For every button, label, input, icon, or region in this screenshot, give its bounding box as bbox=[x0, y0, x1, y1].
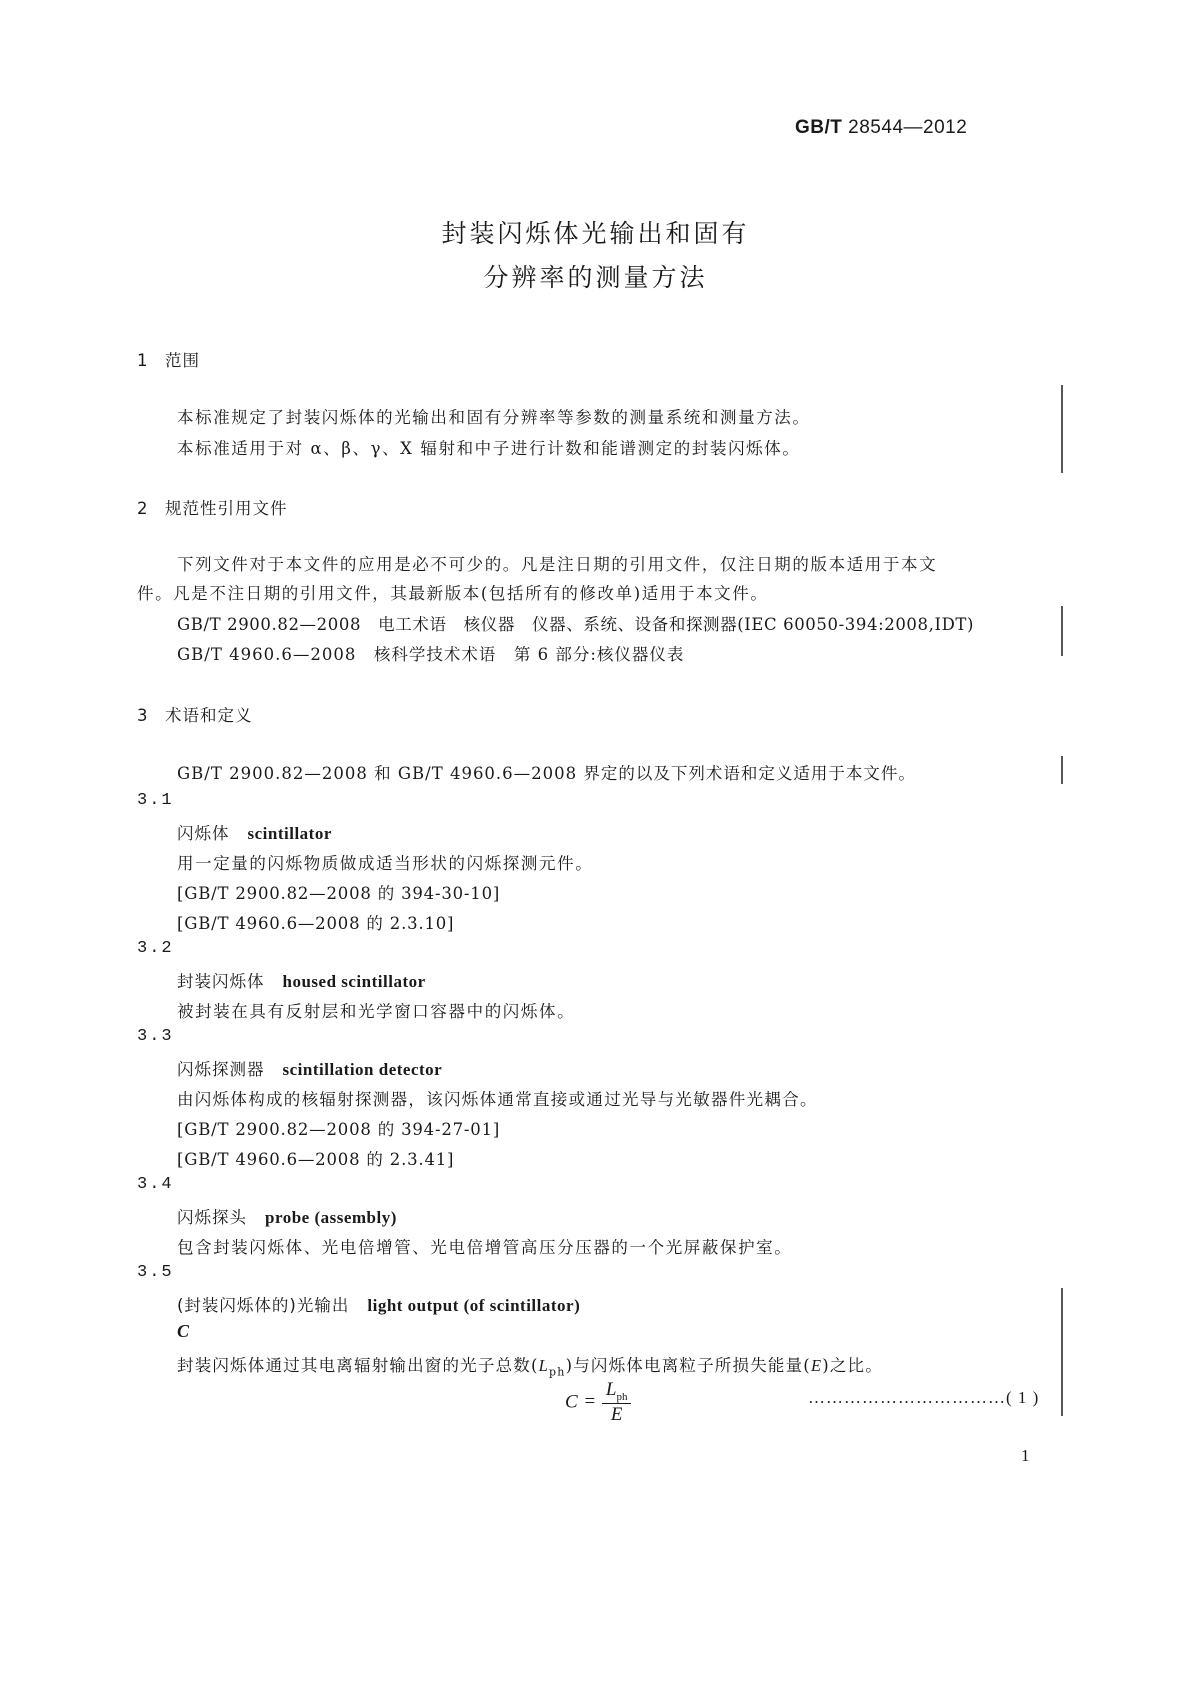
term-number: 3.4 bbox=[137, 1175, 174, 1194]
term-entry-scintillation-detector bbox=[177, 1056, 442, 1080]
normative-paragraph-line-2: 件。凡是不注日期的引用文件，其最新版本(包括所有的修改单)适用于本文件。 bbox=[137, 584, 769, 603]
normative-reference-2: GB/T 4960.6—2008 核科学技术术语 第 6 部分:核仪器仪表 bbox=[177, 645, 685, 664]
terms-intro: GB/T 2900.82—2008 和 GB/T 4960.6—2008 界定的以及下列术语和定义适用于本文件。 bbox=[177, 764, 916, 783]
standard-prefix: GB/T bbox=[795, 117, 843, 138]
term-definition: 被封装在具有反射层和光学窗口容器中的闪烁体。 bbox=[177, 1002, 576, 1021]
change-bar bbox=[1061, 756, 1063, 784]
scope-paragraph-2: 本标准适用于对 α、β、γ、X 辐射和中子进行计数和能谱测定的封装闪烁体。 bbox=[177, 439, 801, 458]
section-number: 3 bbox=[137, 706, 149, 725]
formula-equals: = bbox=[584, 1391, 596, 1413]
term-source: [GB/T 4960.6—2008 的 2.3.10] bbox=[177, 914, 455, 933]
term-source: [GB/T 2900.82—2008 的 394-27-01] bbox=[177, 1120, 501, 1139]
term-entry-light-output bbox=[177, 1292, 580, 1316]
term-source: [GB/T 4960.6—2008 的 2.3.41] bbox=[177, 1150, 455, 1169]
term-entry-scintillator bbox=[177, 820, 332, 844]
fraction-denominator: E bbox=[610, 1403, 623, 1425]
term-entry-housed-scintillator bbox=[177, 968, 426, 992]
normative-paragraph-line-1: 下列文件对于本文件的应用是必不可少的。凡是注日期的引用文件，仅注日期的版本适用于本文 bbox=[177, 555, 938, 574]
term-source: [GB/T 2900.82—2008 的 394-30-10] bbox=[177, 884, 501, 903]
term-zh: (封装闪烁体的)光输出 bbox=[177, 1296, 350, 1315]
numerator-var: L bbox=[605, 1379, 617, 1400]
section-number: 2 bbox=[137, 499, 149, 518]
definition-text: )之比。 bbox=[822, 1356, 883, 1375]
term-definition: 包含封装闪烁体、光电倍增管、光电倍增管高压分压器的一个光屏蔽保护室。 bbox=[177, 1238, 793, 1257]
doc-title-line-2: 分辨率的测量方法 bbox=[483, 263, 708, 292]
term-definition: 由闪烁体构成的核辐射探测器，该闪烁体通常直接或通过光导与光敏器件光耦合。 bbox=[177, 1090, 818, 1109]
equation-number: ( 1 ) bbox=[1006, 1388, 1040, 1407]
term-number: 3.2 bbox=[137, 939, 174, 958]
numerator-subscript: ph bbox=[616, 1390, 628, 1403]
term-zh: 封装闪烁体 bbox=[177, 972, 265, 991]
section-title: 术语和定义 bbox=[165, 706, 253, 725]
section-number: 1 bbox=[137, 351, 149, 370]
term-en: housed scintillator bbox=[282, 972, 426, 991]
term-symbol: C bbox=[177, 1321, 190, 1341]
definition-text: 封装闪烁体通过其电离辐射输出窗的光子总数( bbox=[177, 1356, 539, 1375]
standard-code: 28544—2012 bbox=[848, 117, 968, 138]
variable-L: L bbox=[538, 1356, 550, 1375]
change-bar bbox=[1061, 385, 1063, 473]
change-bar bbox=[1061, 1288, 1063, 1416]
term-en: scintillator bbox=[247, 824, 332, 843]
definition-text: )与闪烁体电离粒子所损失能量( bbox=[565, 1356, 811, 1375]
term-en: scintillation detector bbox=[282, 1060, 443, 1079]
formula-fraction bbox=[602, 1379, 632, 1426]
section-title: 范围 bbox=[165, 351, 200, 370]
formula-lhs: C bbox=[565, 1391, 578, 1413]
scope-paragraph-1: 本标准规定了封装闪烁体的光输出和固有分辨率等参数的测量系统和测量方法。 bbox=[177, 408, 811, 427]
term-en: probe (assembly) bbox=[265, 1208, 397, 1227]
term-definition bbox=[177, 1352, 883, 1378]
fraction-numerator bbox=[602, 1379, 632, 1404]
term-number: 3.1 bbox=[137, 791, 174, 810]
change-bar bbox=[1061, 606, 1063, 656]
formula-1 bbox=[565, 1379, 631, 1426]
term-zh: 闪烁探头 bbox=[177, 1208, 247, 1227]
section-title: 规范性引用文件 bbox=[165, 499, 288, 518]
term-entry-probe bbox=[177, 1204, 397, 1228]
standard-number bbox=[795, 117, 967, 139]
section-2-heading bbox=[137, 495, 288, 519]
term-number: 3.3 bbox=[137, 1027, 174, 1046]
section-1-heading bbox=[137, 347, 200, 371]
equation-number-line bbox=[808, 1388, 1039, 1408]
term-zh: 闪烁体 bbox=[177, 824, 230, 843]
doc-title-line-1: 封装闪烁体光输出和固有 bbox=[441, 219, 750, 248]
normative-reference-1: GB/T 2900.82—2008 电工术语 核仪器 仪器、系统、设备和探测器(IEC 60050-394:2008,IDT) bbox=[177, 615, 975, 634]
subscript-ph: ph bbox=[549, 1365, 566, 1379]
term-number: 3.5 bbox=[137, 1263, 174, 1282]
page-number: 1 bbox=[1021, 1446, 1030, 1465]
term-zh: 闪烁探测器 bbox=[177, 1060, 265, 1079]
variable-E: E bbox=[810, 1356, 823, 1375]
section-3-heading bbox=[137, 702, 253, 726]
term-definition: 用一定量的闪烁物质做成适当形状的闪烁探测元件。 bbox=[177, 854, 594, 873]
term-en: light output (of scintillator) bbox=[367, 1296, 581, 1315]
leader-dots: …………………………… bbox=[808, 1388, 1006, 1407]
